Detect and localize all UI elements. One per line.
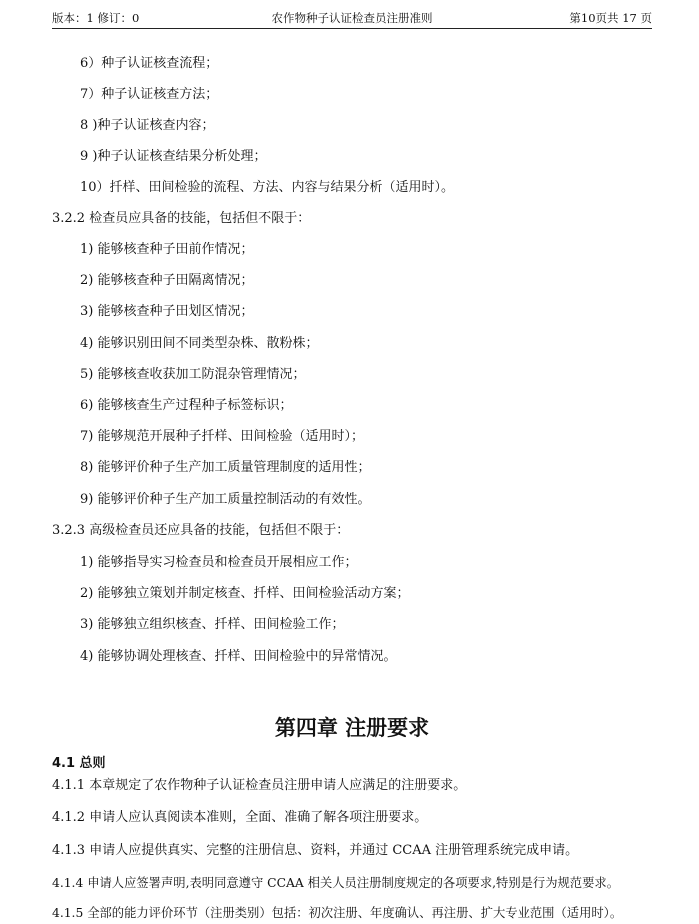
page-header (52, 8, 652, 29)
clause-4-1-4: 4.1.4 申请人应签署声明,表明同意遵守 CCAA 相关人员注册制度规定的各项要求,特别是行为规范要求。 (52, 876, 619, 890)
list-item: 2) 能够独立策划并制定核查、扦样、田间检验活动方案； (80, 586, 410, 601)
list-item: 4) 能够识别田间不同类型杂株、散粉株； (80, 336, 319, 351)
list-item: 9) 能够评价种子生产加工质量控制活动的有效性。 (80, 492, 371, 507)
list-item: 3) 能够核查种子田划区情况； (80, 304, 254, 319)
list-item: 8 )种子认证核查内容； (80, 118, 215, 133)
header-page-number: 第10页共 17 页 (569, 11, 652, 25)
list-item: 8) 能够评价种子生产加工质量管理制度的适用性； (80, 460, 371, 475)
list-item: 1) 能够核查种子田前作情况； (80, 242, 254, 257)
list-item: 6）种子认证核查流程； (80, 56, 219, 71)
list-item: 10）扦样、田间检验的流程、方法、内容与结果分析（适用时）。 (80, 180, 455, 195)
clause-4-1-1: 4.1.1 本章规定了农作物种子认证检查员注册申请人应满足的注册要求。 (52, 778, 467, 793)
clause-4-1-5: 4.1.5 全部的能力评价环节（注册类别）包括：初次注册、年度确认、再注册、扩大专业范围（适用时）。 (52, 906, 623, 920)
clause-3-2-3: 3.2.3 高级检查员还应具备的技能，包括但不限于： (52, 523, 350, 538)
list-item: 5) 能够核查收获加工防混杂管理情况； (80, 367, 306, 382)
clause-4-1-3: 4.1.3 申请人应提供真实、完整的注册信息、资料，并通过 CCAA 注册管理系统完成申请。 (52, 843, 579, 858)
list-item: 2) 能够核查种子田隔离情况； (80, 273, 254, 288)
list-item: 7）种子认证核查方法； (80, 87, 219, 102)
list-item: 9 )种子认证核查结果分析处理； (80, 149, 267, 164)
header-title: 农作物种子认证检查员注册准则 (271, 11, 433, 25)
clause-3-2-2: 3.2.2 检查员应具备的技能，包括但不限于： (52, 211, 311, 226)
list-item: 6) 能够核查生产过程种子标签标识； (80, 398, 293, 413)
header-version: 版本：1 修订：0 (52, 11, 140, 25)
chapter-title: 第四章 注册要求 (274, 716, 430, 740)
list-item: 3) 能够独立组织核查、扦样、田间检验工作； (80, 617, 345, 632)
list-item: 1) 能够指导实习检查员和检查员开展相应工作； (80, 555, 358, 570)
list-item: 4) 能够协调处理核查、扦样、田间检验中的异常情况。 (80, 649, 397, 664)
list-item: 7) 能够规范开展种子扦样、田间检验（适用时）； (80, 429, 364, 444)
section-title: 4.1 总则 (52, 756, 106, 771)
clause-4-1-2: 4.1.2 申请人应认真阅读本准则，全面、准确了解各项注册要求。 (52, 810, 428, 825)
